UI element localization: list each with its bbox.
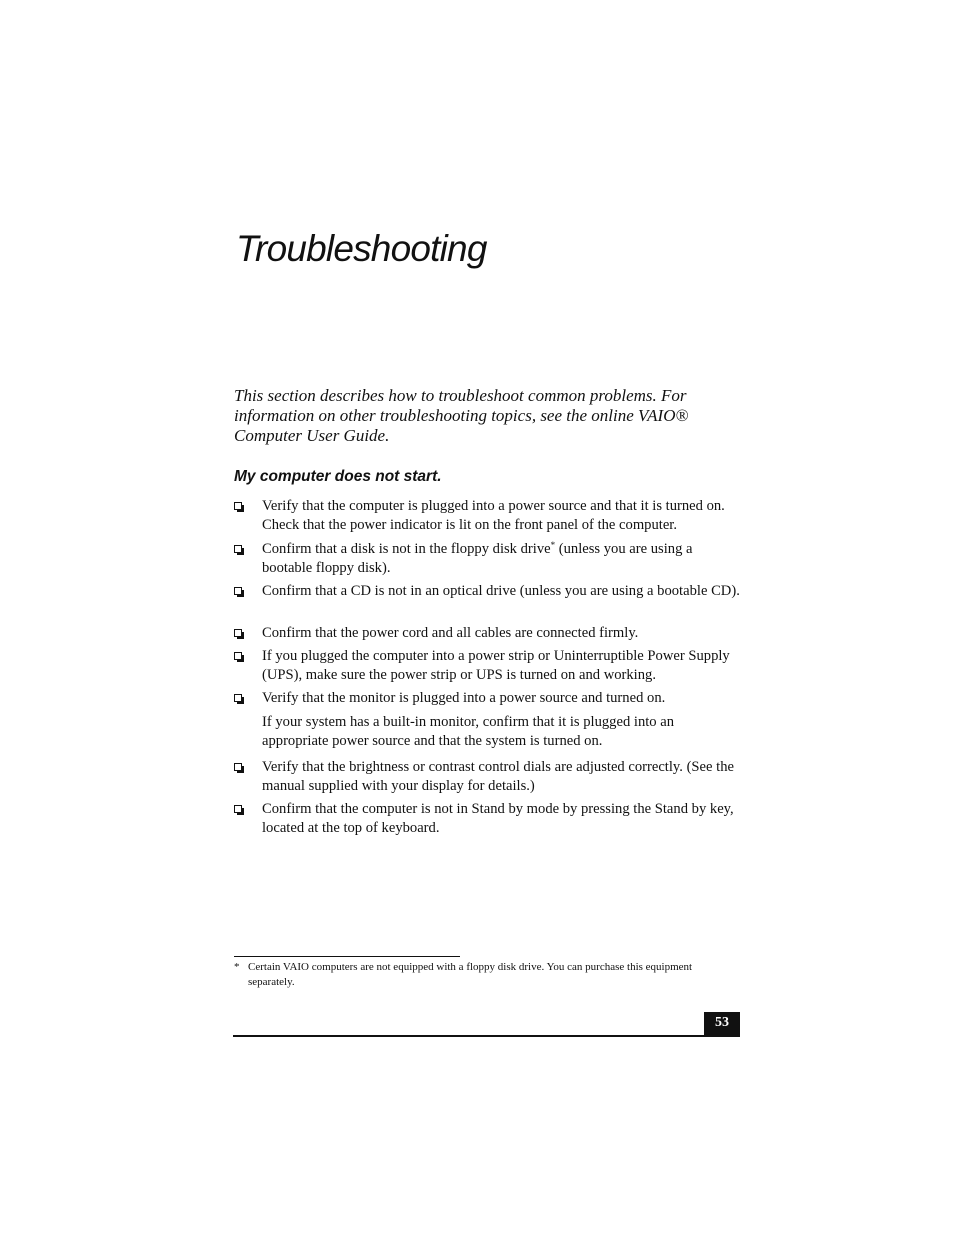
- list-item-text-end: (unless you are using a bootable floppy disk).: [262, 541, 693, 576]
- footnote-mark: *: [234, 961, 240, 973]
- list-item-text: Verify that the brightness or contrast control dials are adjusted correctly. (See the manual supplied with your display for details.): [262, 759, 734, 794]
- checkbox-bullet-icon: [234, 805, 242, 813]
- checkbox-bullet-icon: [234, 545, 242, 553]
- list-item: [234, 758, 740, 795]
- page-title: Troubleshooting: [236, 228, 487, 269]
- footnote-divider: [234, 956, 460, 957]
- checkbox-bullet-icon: [234, 502, 242, 510]
- monitor-note: If your system has a built-in monitor, confirm that it is plugged into an appropriate power source and that the system is turned on.: [262, 714, 675, 749]
- checkbox-bullet-icon: [234, 694, 242, 702]
- intro-paragraph: This section describes how to troubleshoot common problems. For information on other troubleshooting topics, see the online VAIO® Computer User Guide.: [234, 386, 689, 445]
- checkbox-bullet-icon: [234, 587, 242, 595]
- list-item: [234, 689, 740, 708]
- checkbox-bullet-icon: [234, 652, 242, 660]
- list-item: [234, 647, 740, 684]
- list-item: [234, 540, 740, 577]
- list-item-text: If you plugged the computer into a power strip or Uninterruptible Power Supply (UPS), make sure the power strip or UPS is turned on and working.: [262, 648, 730, 683]
- footnote-text: Certain VAIO computers are not equipped with a floppy disk drive. You can purchase this equipment separately.: [248, 961, 693, 988]
- checkbox-bullet-icon: [234, 629, 242, 637]
- list-item: [234, 624, 740, 643]
- page-number: 53: [704, 1012, 740, 1036]
- checkbox-bullet-icon: [234, 763, 242, 771]
- list-item-text: Verify that the computer is plugged into a power source and that it is turned on. Check that the power indicator is lit on the front panel of the computer.: [262, 498, 725, 533]
- list-item-text: Confirm that a CD is not in an optical drive (unless you are using a bootable CD).: [262, 583, 740, 599]
- page-footer-rule: [233, 1035, 740, 1037]
- list-item-text: Verify that the monitor is plugged into a power source and turned on.: [262, 690, 666, 706]
- list-item-text: Confirm that the computer is not in Stand by mode by pressing the Stand by key, located at the top of keyboard.: [262, 801, 734, 836]
- footnote: [234, 960, 714, 990]
- list-item: [234, 497, 740, 534]
- list-item-text: [262, 540, 740, 577]
- list-item-text: Confirm that the power cord and all cables are connected firmly.: [262, 625, 639, 641]
- section-heading: My computer does not start.: [234, 468, 442, 485]
- list-item: [234, 582, 740, 601]
- footnote-reference: *: [550, 540, 556, 550]
- list-item: [234, 800, 740, 837]
- list-item-text-start: Confirm that a disk is not in the floppy disk drive: [262, 541, 551, 557]
